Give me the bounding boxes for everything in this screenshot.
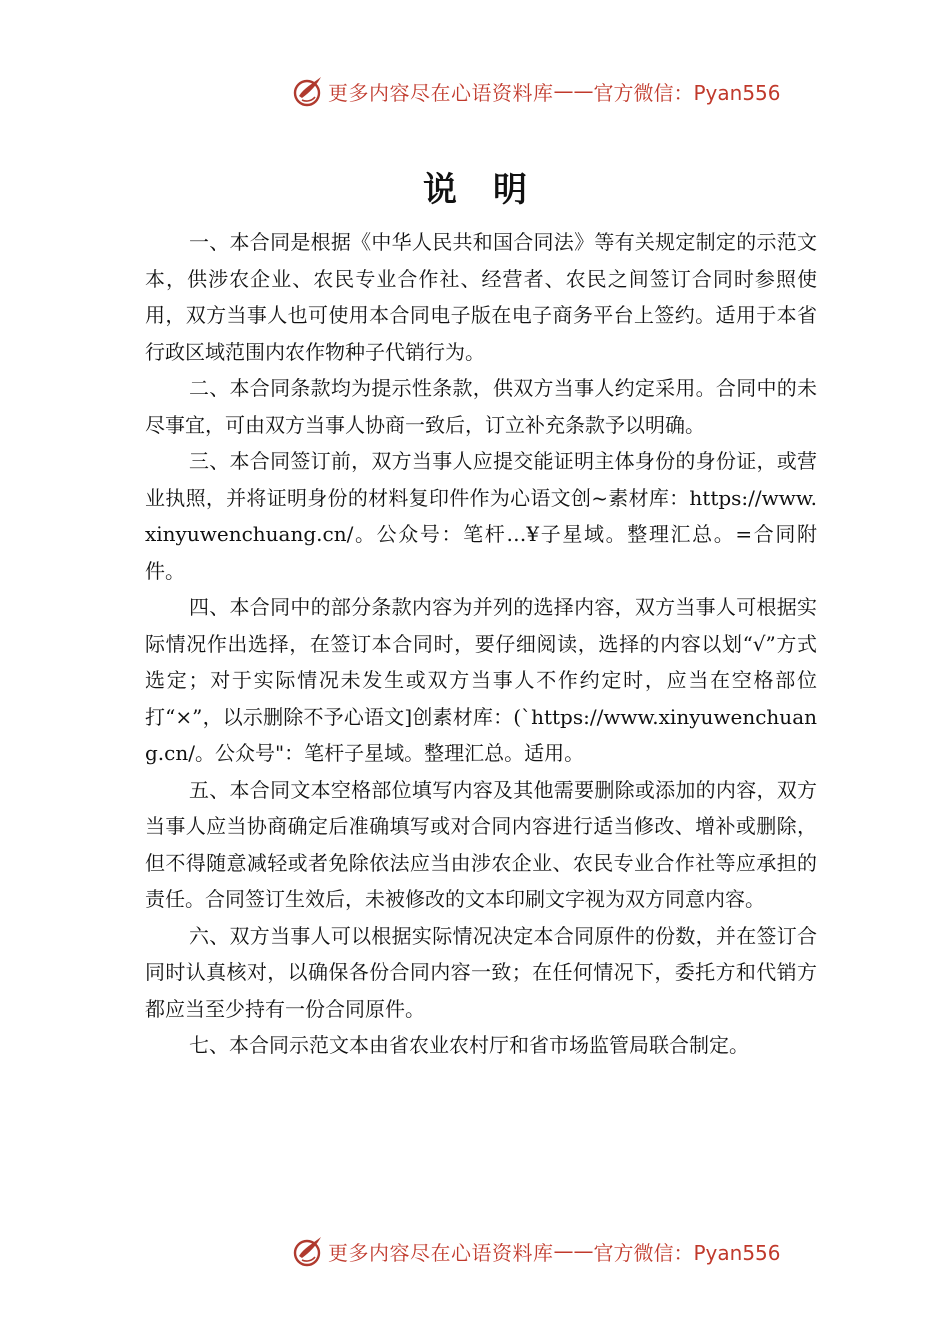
document-body xyxy=(145,224,817,1064)
watermark-dash: —— xyxy=(553,1239,594,1263)
header-watermark xyxy=(290,74,781,108)
watermark-dash: —— xyxy=(553,79,594,103)
paragraph-2: 二、本合同条款均为提示性条款，供双方当事人约定采用。合同中的未尽事宜，可由双方当事人协商一致后，订立补充条款予以明确。 xyxy=(145,376,817,437)
paragraph-7: 七、本合同示范文本由省农业农村厅和省市场监管局联合制定。 xyxy=(189,1033,749,1057)
watermark-library-text: 更多内容尽在心语资料库 xyxy=(328,1240,554,1265)
quill-swirl-logo-icon xyxy=(290,1234,324,1268)
paragraph-3: 三、本合同签订前，双方当事人应提交能证明主体身份的身份证，或营业执照，并将证明身份的材料复印件作为心语文创~素材库：https://www.xinyuwenchuang.cn/。公众号：笔杆…¥子星域。整理汇总。=合同附件。 xyxy=(145,449,817,583)
watermark-wechat-text: 官方微信：Pyan556 xyxy=(593,1240,781,1265)
paragraph-4: 四、本合同中的部分条款内容为并列的选择内容，双方当事人可根据实际情况作出选择，在签订本合同时，要仔细阅读，选择的内容以划“√”方式选定；对于实际情况未发生或双方当事人不作约定时，应当在空格部位打“×”，以示删除不予心语文]创素材库：(`https://www.xinyuwenchuang.cn/。公众号"：笔杆子星域。整理汇总。适用。 xyxy=(145,595,817,765)
quill-swirl-logo-icon xyxy=(290,74,324,108)
paragraph-5: 五、本合同文本空格部位填写内容及其他需要删除或添加的内容，双方当事人应当协商确定后准确填写或对合同内容进行适当修改、增补或删除，但不得随意减轻或者免除依法应当由涉农企业、农民专业合作社等应承担的责任。合同签订生效后，未被修改的文本印刷文字视为双方同意内容。 xyxy=(145,777,817,911)
document-title: 说明 xyxy=(423,170,563,210)
paragraph-6: 六、双方当事人可以根据实际情况决定本合同原件的份数，并在签订合同时认真核对，以确保各份合同内容一致；在任何情况下，委托方和代销方都应当至少持有一份合同原件。 xyxy=(145,923,817,1021)
footer-watermark xyxy=(290,1234,781,1268)
paragraph-1: 一、本合同是根据《中华人民共和国合同法》等有关规定制定的示范文本，供涉农企业、农民专业合作社、经营者、农民之间签订合同时参照使用，双方当事人也可使用本合同电子版在电子商务平台上签约。适用于本省行政区域范围内农作物种子代销行为。 xyxy=(145,230,817,364)
watermark-library-text: 更多内容尽在心语资料库 xyxy=(328,80,554,105)
watermark-wechat-text: 官方微信：Pyan556 xyxy=(593,80,781,105)
